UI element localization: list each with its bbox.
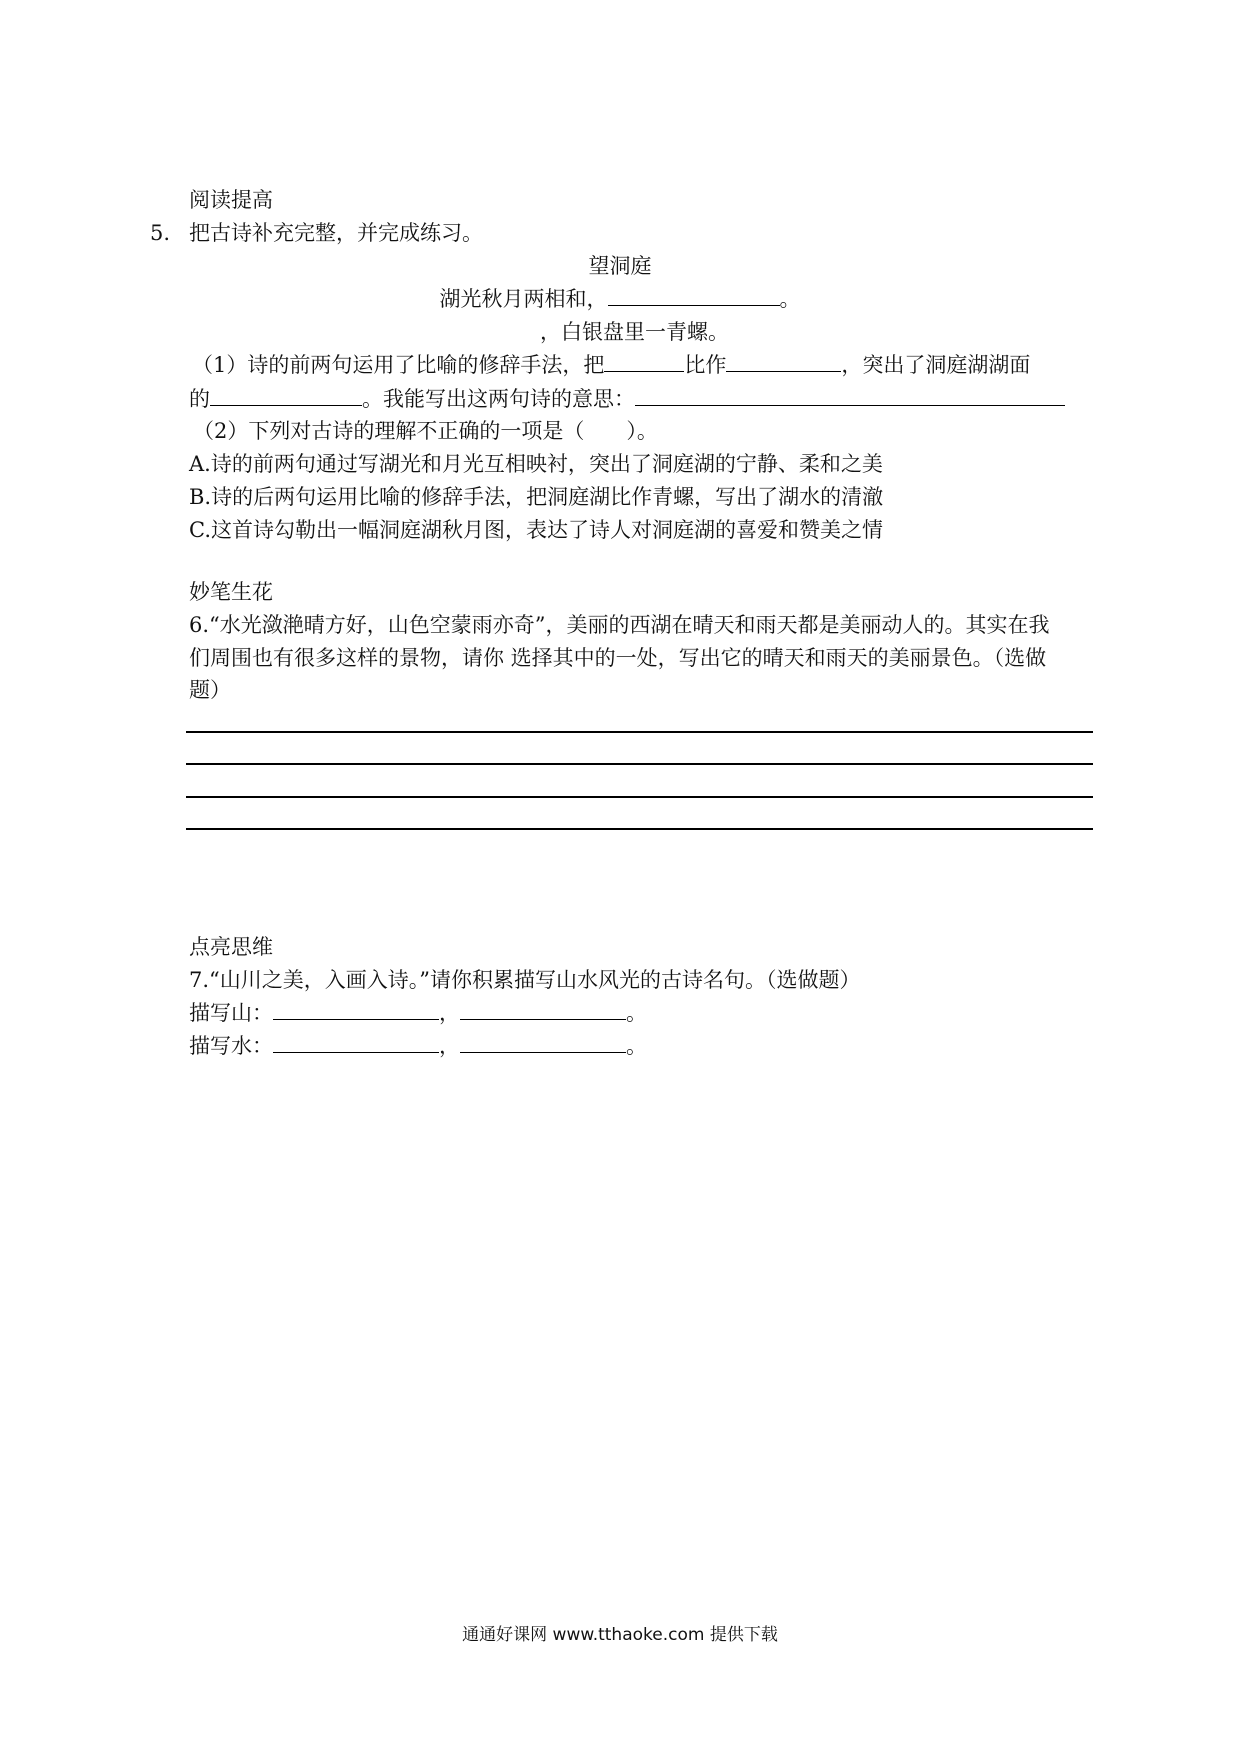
water-blank-2[interactable] (460, 1034, 626, 1053)
sub1-text-2: 比作 (684, 353, 727, 377)
mountain-blank-1[interactable] (273, 1001, 439, 1020)
water-blank-1[interactable] (273, 1034, 439, 1053)
water-period: 。 (626, 1034, 647, 1058)
sub1-text-5: 。我能写出这两句诗的意思： (362, 387, 635, 411)
question-7-mountain (189, 1000, 647, 1026)
sub1-text-1: （1）诗的前两句运用了比喻的修辞手法，把 (192, 353, 605, 377)
sub1-blank-1[interactable] (604, 353, 684, 372)
sub1-blank-2[interactable] (726, 353, 841, 372)
mountain-comma: ， (439, 1001, 460, 1025)
question-6-line-3: 题） (189, 678, 231, 702)
mountain-period: 。 (626, 1001, 647, 1025)
poem-line-1-blank[interactable] (608, 287, 780, 306)
option-c[interactable]: C.这首诗勾勒出一幅洞庭湖秋月图，表达了诗人对洞庭湖的喜爱和赞美之情 (189, 518, 883, 542)
poem-line-1-end: 。 (779, 287, 801, 311)
question-5-number: 5. (150, 221, 171, 245)
sub1-text-4: 的 (189, 387, 210, 411)
section-title-thinking: 点亮思维 (189, 935, 273, 959)
sub1-meaning-blank[interactable] (635, 387, 1065, 406)
question-5-sub1-line-1 (192, 352, 1030, 378)
question-7-prompt: 7.“山川之美，入画入诗。”请你积累描写山水风光的古诗名句。（选做题） (189, 968, 861, 992)
answer-line-4[interactable] (186, 828, 1093, 830)
water-label: 描写水： (189, 1034, 273, 1058)
poem-line-1 (0, 286, 1240, 312)
sub1-blank-3[interactable] (210, 387, 362, 406)
mountain-blank-2[interactable] (460, 1001, 626, 1020)
answer-line-1[interactable] (186, 731, 1093, 733)
question-5-prompt: 把古诗补充完整，并完成练习。 (189, 221, 483, 245)
poem-title: 望洞庭 (588, 254, 652, 278)
section-title-writing: 妙笔生花 (189, 580, 273, 604)
water-comma: ， (439, 1034, 460, 1058)
question-7-water (189, 1033, 647, 1059)
section-title-reading: 阅读提高 (189, 188, 273, 212)
answer-line-2[interactable] (186, 763, 1093, 765)
question-5-sub2-prompt: （2）下列对古诗的理解不正确的一项是（ ）。 (193, 419, 658, 443)
mountain-label: 描写山： (189, 1001, 273, 1025)
question-6-line-2: 们周围也有很多这样的景物，请你 选择其中的一处，写出它的晴天和雨天的美丽景色。（选做 (189, 646, 1047, 670)
page-footer: 通通好课网 www.tthaoke.com 提供下载 (462, 1625, 778, 1645)
question-6-line-1: 6.“水光潋滟晴方好，山色空蒙雨亦奇”，美丽的西湖在晴天和雨天都是美丽动人的。其实在我 (189, 613, 1050, 637)
option-a[interactable]: A.诗的前两句通过写湖光和月光互相映衬，突出了洞庭湖的宁静、柔和之美 (189, 452, 883, 476)
answer-line-3[interactable] (186, 796, 1093, 798)
option-b[interactable]: B.诗的后两句运用比喻的修辞手法，把洞庭湖比作青螺，写出了湖水的清澈 (189, 485, 884, 509)
poem-line-1-text: 湖光秋月两相和， (439, 287, 608, 311)
question-5-sub1-line-2 (189, 386, 1065, 412)
poem-line-2: ，白银盘里一青螺。 (540, 320, 729, 344)
sub1-text-3: ，突出了洞庭湖湖面 (841, 353, 1031, 377)
